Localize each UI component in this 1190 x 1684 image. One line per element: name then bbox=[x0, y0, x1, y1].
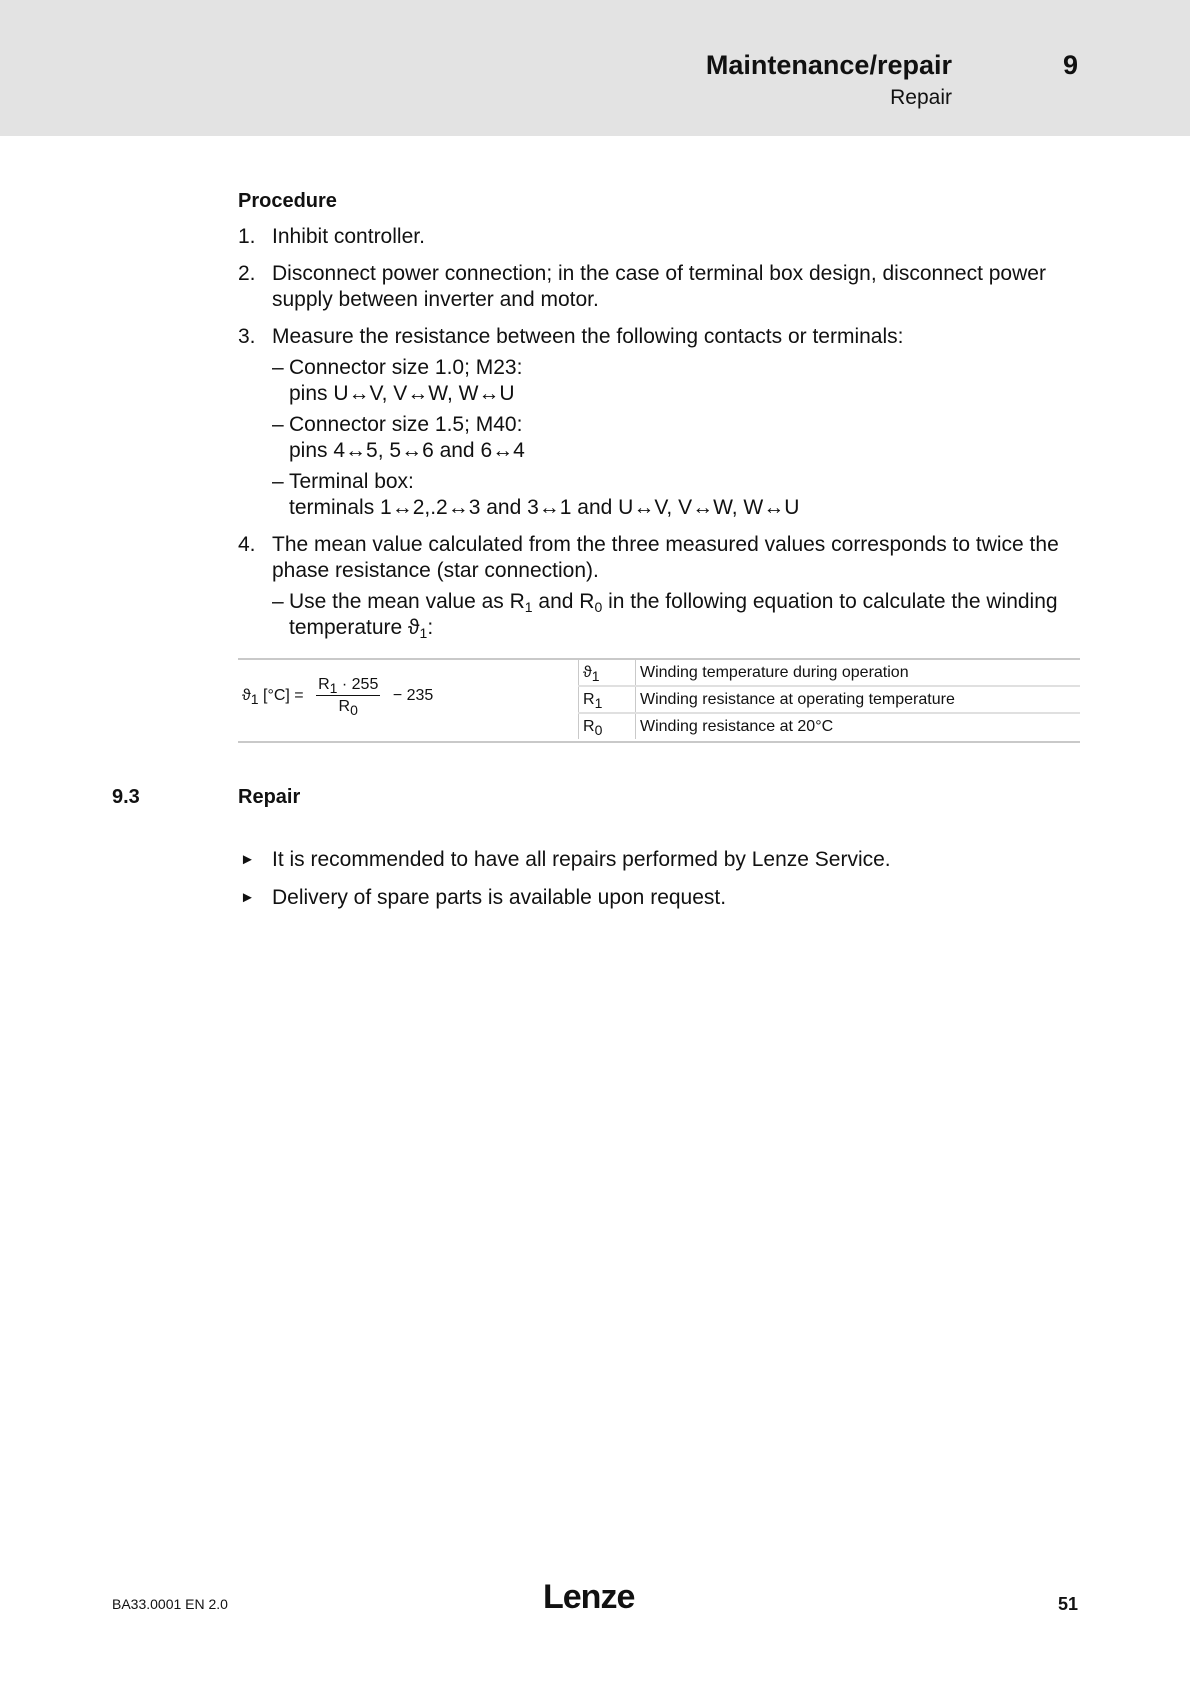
dash-marker: – bbox=[272, 356, 284, 379]
repair-bullet-list bbox=[238, 847, 1080, 923]
procedure-step bbox=[238, 224, 1080, 250]
formula-rest: − 235 bbox=[392, 687, 434, 705]
formula-numerator bbox=[316, 676, 380, 696]
formula-fraction bbox=[316, 676, 380, 716]
numerator-sub: 1 bbox=[329, 680, 338, 696]
legend-description: Winding resistance at operating temperature bbox=[636, 686, 1081, 713]
connector-m23-pins: pins U↔V, V↔W, W↔U bbox=[289, 382, 515, 405]
list-item bbox=[238, 847, 1080, 873]
terminal-box-item bbox=[272, 469, 1080, 521]
procedure-heading: Procedure bbox=[238, 190, 337, 212]
list-item bbox=[238, 885, 1080, 911]
section-subtitle: Repair bbox=[890, 86, 952, 109]
mean-text: and R bbox=[532, 590, 595, 613]
formula-legend-table bbox=[578, 660, 1080, 739]
table-row bbox=[579, 686, 1081, 713]
step-text: Measure the resistance between the following contacts or terminals: bbox=[272, 325, 904, 348]
procedure-block bbox=[238, 188, 1080, 652]
formula-lhs: ϑ bbox=[242, 687, 251, 705]
lenze-logo: Lenze bbox=[543, 1578, 635, 1616]
dash-marker: – bbox=[272, 470, 284, 493]
connector-m23-title: Connector size 1.0; M23: bbox=[289, 356, 523, 379]
legend-description: Winding resistance at 20°C bbox=[640, 717, 834, 735]
numerator-rest: · 255 bbox=[337, 676, 379, 693]
numerator-r: R bbox=[318, 676, 330, 693]
step-number: 1. bbox=[238, 225, 256, 248]
triangle-bullet-icon: ► bbox=[240, 851, 255, 868]
procedure-step bbox=[238, 261, 1080, 313]
dash-marker: – bbox=[272, 413, 284, 436]
document-id: BA33.0001 EN 2.0 bbox=[112, 1596, 228, 1612]
connector-m40-pins: pins 4↔5, 5↔6 and 6↔4 bbox=[289, 439, 525, 462]
table-row bbox=[579, 660, 1081, 686]
mean-text: Use the mean value as R bbox=[289, 590, 525, 613]
legend-symbol: $ϑ_1$ bbox=[579, 660, 636, 686]
mean-subscript: 1 bbox=[524, 599, 533, 615]
connector-m40-item bbox=[272, 412, 1080, 464]
mean-subscript: 1 bbox=[419, 625, 428, 641]
mean-value-item bbox=[272, 589, 1080, 641]
dash-marker: – bbox=[272, 590, 284, 613]
legend-symbol: $R_1$ bbox=[579, 686, 636, 713]
formula-unit: [°C] = bbox=[258, 687, 304, 705]
step-number: 2. bbox=[238, 262, 256, 285]
chapter-title: Maintenance/repair bbox=[705, 50, 952, 80]
procedure-step bbox=[238, 532, 1080, 641]
legend-symbol: $R_0$ bbox=[579, 713, 636, 739]
connector-m40-title: Connector size 1.5; M40: bbox=[289, 413, 523, 436]
section-title: Repair bbox=[238, 786, 301, 808]
step-text: The mean value calculated from the three measured values corresponds to twice the phase resistance (star connection). bbox=[272, 533, 1059, 582]
step-text: Disconnect power connection; in the case of terminal box design, disconnect power supply between inverter and motor. bbox=[272, 262, 1046, 311]
bullet-text: Delivery of spare parts is available upon request. bbox=[272, 886, 727, 909]
mean-text: : bbox=[427, 616, 434, 639]
formula-lhs-sub: 1 bbox=[250, 691, 259, 708]
temperature-formula bbox=[242, 676, 433, 716]
page-number: 51 bbox=[1057, 1594, 1078, 1614]
table-row bbox=[579, 713, 1081, 739]
section-number: 9.3 bbox=[112, 786, 140, 808]
terminal-box-title: Terminal box: bbox=[289, 470, 414, 493]
step-text: Inhibit controller. bbox=[272, 225, 425, 248]
denominator-sub: 0 bbox=[350, 702, 358, 718]
legend-description: Winding temperature during operation bbox=[636, 660, 1081, 686]
mean-subscript: 0 bbox=[594, 599, 603, 615]
step-number: 3. bbox=[238, 325, 256, 348]
formula-denominator bbox=[316, 696, 380, 716]
formula-block bbox=[238, 658, 1080, 743]
step-number: 4. bbox=[238, 533, 256, 556]
page-header bbox=[0, 0, 1190, 136]
triangle-bullet-icon: ► bbox=[240, 889, 255, 906]
terminal-box-pins: terminals 1↔2,.2↔3 and 3↔1 and U↔V, V↔W, W↔U bbox=[289, 496, 800, 519]
connector-m23-item bbox=[272, 355, 1080, 407]
chapter-number: 9 bbox=[1062, 50, 1078, 80]
mean-text: in the following equation to calculate the winding temperature ϑ bbox=[289, 590, 1058, 639]
procedure-step bbox=[238, 324, 1080, 521]
bullet-text: It is recommended to have all repairs performed by Lenze Service. bbox=[272, 848, 891, 871]
denominator-r: R bbox=[338, 698, 351, 715]
